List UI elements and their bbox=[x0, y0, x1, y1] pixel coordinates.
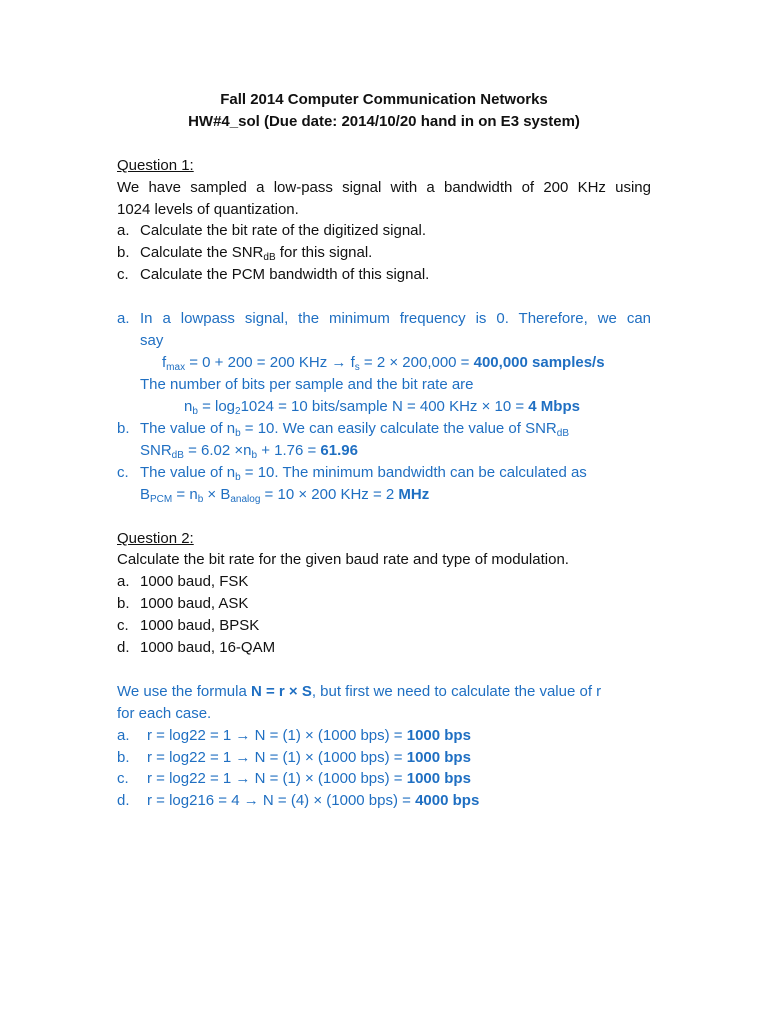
q2-item-d: 1000 baud, 16-QAM bbox=[140, 639, 276, 656]
q2-answer-a-marker: a. bbox=[117, 727, 130, 744]
q2-item-a-marker: a. bbox=[117, 573, 130, 590]
q1-answer-a-line1: In a lowpass signal, the minimum frequency is 0. Therefore, we can bbox=[140, 310, 651, 327]
q1-answer-c-marker: c. bbox=[117, 464, 129, 481]
q2-item-b: 1000 baud, ASK bbox=[140, 595, 249, 612]
q2-heading: Question 2: bbox=[117, 530, 194, 547]
q2-answer-c: r = log22 = 1 → N = (1) × (1000 bps) = 1000 bps bbox=[147, 770, 471, 787]
q1-item-c: Calculate the PCM bandwidth of this signal. bbox=[140, 266, 430, 283]
q1-item-b: Calculate the $SNR_{dB}$ for this signal. bbox=[140, 244, 373, 263]
doc-title: Fall 2014 Computer Communication Networks bbox=[220, 91, 548, 108]
q1-answer-b-line1: The value of $n_b = 10$. We can easily calculate the value of $SNR_{dB}$ bbox=[140, 420, 570, 439]
q2-item-d-marker: d. bbox=[117, 639, 130, 656]
q1-answer-bpcm-eq: $B_{PCM} = n_b \times B_{analog} = 10 \times 200$ KHz = 2 MHz bbox=[140, 486, 430, 505]
q1-item-b-marker: b. bbox=[117, 244, 130, 261]
q2-answer-c-marker: c. bbox=[117, 770, 129, 787]
q2-answer-line2: for each case. bbox=[117, 705, 212, 722]
q1-intro-line1: We have sampled a low-pass signal with a bandwidth of 200 KHz using bbox=[117, 179, 651, 196]
q1-answer-bitrate-eq: $n_b = \log_21024 = 10$ bits/sample N = 400 KHz × 10 = 4 Mbps bbox=[184, 398, 580, 417]
q2-answer-a: r = log22 = 1 → N = (1) × (1000 bps) = 1000 bps bbox=[147, 727, 471, 744]
q1-intro-line2: 1024 levels of quantization. bbox=[117, 201, 299, 218]
q1-item-c-marker: c. bbox=[117, 266, 129, 283]
q2-answer-line1: We use the formula N = r × S, but first we need to calculate the value of r bbox=[117, 683, 602, 700]
q1-item-a-marker: a. bbox=[117, 222, 130, 239]
q1-answer-sampling-eq: $f_{max} = 0 + 200 = 200$ KHz → $f_s = 2 \times 200,000 = 400,000$ samples/s bbox=[162, 354, 605, 373]
q1-answer-a-marker: a. bbox=[117, 310, 130, 327]
q2-item-a: 1000 baud, FSK bbox=[140, 573, 249, 590]
q2-item-c-marker: c. bbox=[117, 617, 129, 634]
q2-answer-b: r = log22 = 1 → N = (1) × (1000 bps) = 1000 bps bbox=[147, 749, 471, 766]
q1-answer-b-marker: b. bbox=[117, 420, 130, 437]
q1-item-a: Calculate the bit rate of the digitized signal. bbox=[140, 222, 427, 239]
q1-answer-a-line2: say bbox=[140, 332, 164, 349]
q2-item-b-marker: b. bbox=[117, 595, 130, 612]
doc-subtitle: HW#4_sol (Due date: 2014/10/20 hand in on E3 system) bbox=[188, 113, 580, 130]
q2-answer-d: r = log216 = 4 → N = (4) × (1000 bps) = 4000 bps bbox=[147, 792, 480, 809]
q1-answer-bits-intro: The number of bits per sample and the bit rate are bbox=[140, 376, 474, 393]
q2-answer-d-marker: d. bbox=[117, 792, 130, 809]
q1-answer-c-line1: The value of $n_b = 10$. The minimum bandwidth can be calculated as bbox=[140, 464, 587, 483]
q1-answer-snr-eq: $SNR_{dB} = 6.02 \times n_b + 1.76 = 61.96$ bbox=[140, 442, 358, 461]
q1-heading: Question 1: bbox=[117, 157, 194, 174]
q2-answer-b-marker: b. bbox=[117, 749, 130, 766]
q2-intro: Calculate the bit rate for the given baud rate and type of modulation. bbox=[117, 551, 569, 568]
q2-item-c: 1000 baud, BPSK bbox=[140, 617, 260, 634]
